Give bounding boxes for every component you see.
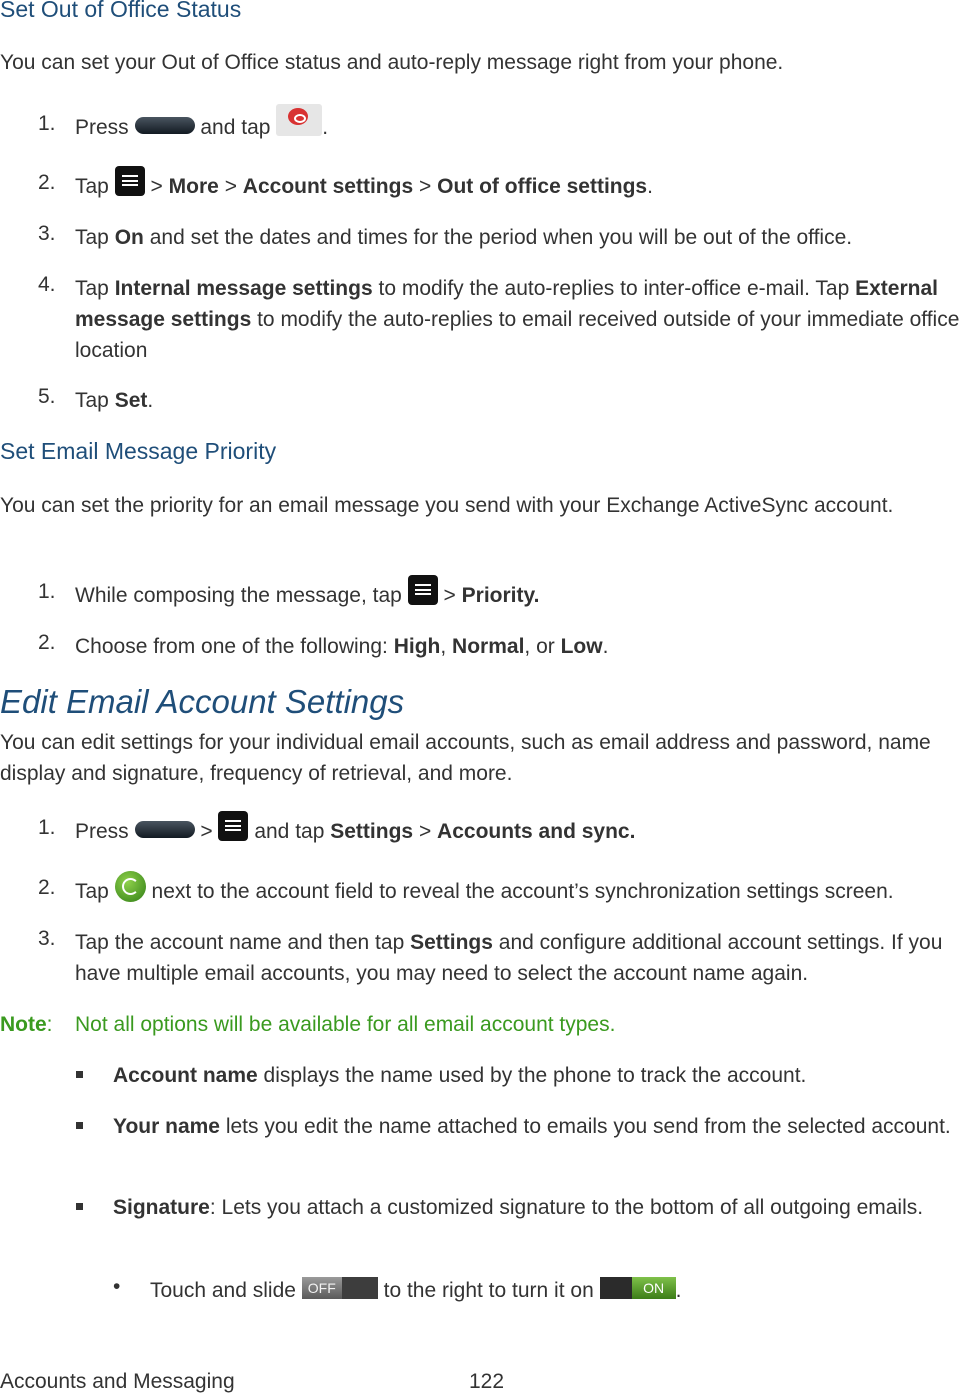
note-label: Note (0, 1013, 47, 1036)
home-key-icon (135, 117, 195, 134)
step-text: While composing the message, tap (75, 584, 402, 607)
section-heading-priority: Set Email Message Priority (0, 438, 277, 464)
toggle-on-icon (600, 1277, 676, 1299)
step-text: Tap (75, 880, 109, 903)
step-text: and configure additional account settings. If you have multiple email accounts, you may need to select the account name again. (75, 931, 943, 985)
step-number: 1. (38, 112, 56, 135)
step-text: . (147, 389, 154, 412)
square-bullet-icon (76, 1071, 83, 1078)
step-text: to the right to turn it on (383, 1279, 594, 1302)
step-text: and tap (254, 820, 325, 843)
step-number: 4. (38, 273, 56, 296)
bullet-text: displays the name used by the phone to track the account. (263, 1064, 807, 1087)
step-text: Tap (75, 389, 109, 412)
menu-key-icon (218, 811, 248, 841)
step-text: , or (524, 635, 555, 658)
ui-term: Your name (113, 1115, 220, 1138)
section-heading-edit-account: Edit Email Account Settings (0, 683, 405, 720)
step-text: > (418, 820, 432, 843)
step-number: 3. (38, 927, 56, 950)
page-number: 122 (469, 1370, 505, 1393)
step-number: 1. (38, 580, 56, 603)
ui-term: Settings (330, 820, 414, 843)
section-intro-out-of-office: You can set your Out of Office status and auto-reply message right from your phone. (0, 51, 784, 74)
step-text: next to the account field to reveal the account’s synchronization settings screen. (151, 880, 894, 903)
step-text: > (419, 175, 432, 198)
step-number: 1. (38, 816, 56, 839)
ui-term: Internal message settings (114, 277, 373, 300)
ui-term: Signature (113, 1196, 210, 1219)
section-intro-priority: You can set the priority for an email message you send with your Exchange ActiveSync account. (0, 494, 894, 517)
ui-term: Out of office settings (437, 175, 648, 198)
step-text: . (675, 1279, 682, 1302)
step-text: and tap (200, 116, 271, 139)
step-number: 3. (38, 222, 56, 245)
ui-term: High (393, 635, 441, 658)
ui-term: Settings (410, 931, 493, 954)
bullet-text: lets you edit the name attached to emails you send from the selected account. (225, 1115, 951, 1138)
ui-term: External message settings (75, 277, 938, 331)
toggle-off-label: OFF (302, 1277, 342, 1299)
section-intro-edit-account: You can edit settings for your individual email accounts, such as email address and password, name display and signature, frequency of retrieval, and more. (0, 731, 931, 785)
menu-key-icon (115, 166, 145, 196)
step-text: , (440, 635, 447, 658)
toggle-on-label: ON (632, 1277, 676, 1299)
step-text: Tap (75, 277, 109, 300)
step-text: Touch and slide (150, 1279, 296, 1302)
note (0, 1009, 960, 1040)
home-key-icon (135, 821, 195, 838)
step-text: . (602, 635, 609, 658)
ui-term: More (168, 175, 219, 198)
step-text: > (200, 820, 213, 843)
note-colon: : (46, 1013, 53, 1036)
note-text: Not all options will be available for all email account types. (75, 1013, 616, 1036)
ui-term: Priority. (461, 584, 540, 607)
step-text: . (647, 175, 653, 198)
step-text: to modify the auto-replies to email received outside of your immediate office location (75, 308, 960, 362)
step-text: Tap (75, 226, 109, 249)
step-text: > (150, 175, 163, 198)
square-bullet-icon (76, 1122, 83, 1129)
ui-term: Normal (452, 635, 525, 658)
step-text: > (443, 584, 456, 607)
ui-term: Accounts and sync. (437, 820, 636, 843)
sync-icon (115, 871, 146, 902)
step-text: Choose from one of the following: (75, 635, 388, 658)
step-number: 5. (38, 385, 56, 408)
step-text: . (322, 116, 329, 139)
footer-section-title: Accounts and Messaging (0, 1370, 235, 1393)
ui-term: Set (114, 389, 148, 412)
step-text: and set the dates and times for the period when you will be out of the office. (149, 226, 853, 249)
step-text: Press (75, 116, 129, 139)
ui-term: Account name (113, 1064, 258, 1087)
step-text: > (224, 175, 237, 198)
step-number: 2. (38, 171, 56, 194)
section-heading-out-of-office: Set Out of Office Status (0, 0, 242, 22)
step-text: Tap (75, 175, 109, 198)
step-text: Tap the account name and then tap (75, 931, 405, 954)
step-number: 2. (38, 876, 56, 899)
bullet-text: : Lets you attach a customized signature to the bottom of all outgoing emails. (209, 1196, 924, 1219)
ui-term: On (114, 226, 144, 249)
round-bullet-icon: • (113, 1275, 121, 1298)
square-bullet-icon (76, 1203, 83, 1210)
email-app-icon (276, 104, 322, 136)
ui-term: Low (560, 635, 603, 658)
ui-term: Account settings (242, 175, 414, 198)
toggle-off-icon (302, 1277, 378, 1299)
step-text: to modify the auto-replies to inter-office e-mail. Tap (378, 277, 850, 300)
step-text: Press (75, 820, 129, 843)
step-number: 2. (38, 631, 56, 654)
menu-key-icon (408, 575, 438, 605)
